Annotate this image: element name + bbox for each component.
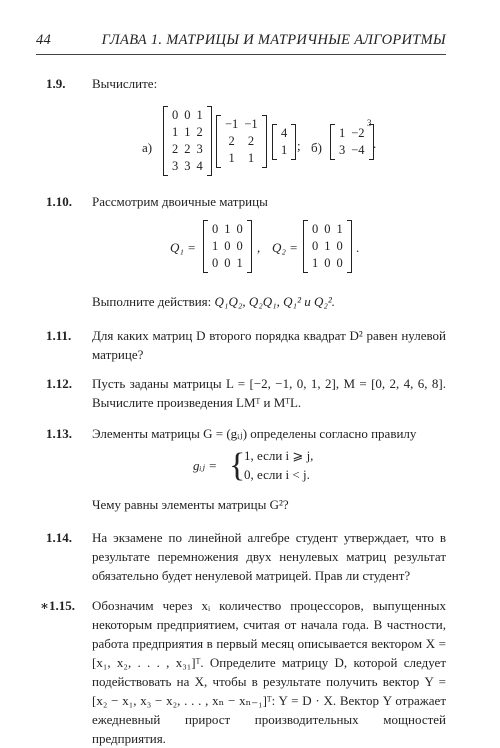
matrix-cell: 0	[312, 239, 319, 253]
exercise-1-9	[46, 74, 446, 94]
exercise-1-11	[46, 326, 446, 366]
matrix-cell: 1	[228, 151, 235, 165]
matrix-cell: 2	[196, 125, 203, 139]
question-text: Чему равны элементы матрицы G²?	[92, 497, 289, 512]
exercise-1-10-actions	[92, 292, 446, 312]
matrix-cell: 0	[324, 256, 331, 270]
matrix-cell: 0	[236, 239, 243, 253]
power-exponent: 3	[367, 118, 372, 128]
exercise-number: 1.14.	[46, 530, 72, 545]
exercise-text: Пусть заданы матрицы L = [−2, −1, 0, 1, 2], M = [0, 2, 4, 6, 8]. Вычислите произведения LMᵀ и MᵀL.	[92, 376, 446, 410]
matrix-cell: 2	[228, 134, 235, 148]
part-b-label: б)	[311, 140, 322, 155]
exercise-number: 1.13.	[46, 426, 72, 441]
page-number: 44	[36, 32, 52, 48]
exercise-1-14	[46, 528, 446, 588]
matrix-cell: 0	[224, 256, 231, 270]
matrix-cell: 0	[312, 222, 319, 236]
matrix-cell: 4	[196, 159, 203, 173]
exercise-number: ∗1.15.	[40, 598, 75, 613]
q1-label: Q₁ =	[170, 240, 196, 255]
matrix-cell: 3	[196, 142, 203, 156]
matrix-cell: −1	[225, 117, 239, 131]
period: .	[373, 136, 377, 151]
part-a-label: а)	[142, 140, 153, 155]
matrix-cell: 0	[212, 256, 219, 270]
matrix-cell: −2	[351, 126, 365, 140]
case-1: 1, если i ⩾ j,	[244, 448, 314, 463]
matrix-cell: 0	[184, 108, 191, 122]
matrix-cell: 1	[324, 239, 331, 253]
exercise-1-10	[46, 192, 446, 212]
actions-label: Выполните действия:	[92, 294, 212, 309]
matrix-cell: 1	[184, 125, 191, 139]
matrix-cell: 3	[184, 159, 191, 173]
matrix-cell: 3	[172, 159, 179, 173]
matrix-q2	[303, 220, 352, 273]
matrix-a1	[163, 106, 212, 176]
exercise-text: Рассмотрим двоичные матрицы	[92, 194, 268, 209]
matrix-a3	[272, 124, 296, 160]
matrix-cell: 0	[236, 222, 243, 236]
semicolon: ;	[297, 138, 301, 153]
matrix-cell: −4	[351, 143, 365, 157]
chapter-title: ГЛАВА 1. МАТРИЦЫ И МАТРИЧНЫЕ АЛГОРИТМЫ	[101, 32, 446, 48]
exercise-number: 1.10.	[46, 194, 72, 209]
matrix-cell: 1	[247, 151, 255, 165]
matrix-cell: 1	[312, 256, 319, 270]
matrix-cell: 1	[196, 108, 203, 122]
matrix-cell: 0	[224, 239, 231, 253]
exercise-1-15	[40, 596, 446, 746]
exercise-1-13	[46, 424, 446, 444]
exercise-text: Вычислите:	[92, 76, 158, 91]
exercise-1-13-question	[92, 495, 446, 515]
matrix-cell: 1	[224, 222, 231, 236]
actions-list: Q₁Q₂, Q₂Q₁, Q₁² и Q₂².	[214, 294, 336, 309]
matrix-cell: 0	[336, 256, 343, 270]
g-lhs: gᵢⱼ =	[193, 458, 218, 473]
matrix-cell: 4	[281, 126, 288, 140]
exercise-number: 1.12.	[46, 376, 72, 391]
exercise-text: Элементы матрицы G = (gᵢⱼ) определены согласно правилу	[92, 426, 417, 441]
comma: ,	[257, 240, 261, 255]
exercise-number: 1.11.	[46, 328, 72, 343]
matrix-cell: 0	[212, 222, 219, 236]
header-rule	[36, 54, 446, 55]
matrix-cell: 1	[336, 222, 343, 236]
matrix-cell: 2	[184, 142, 191, 156]
case-2: 0, если i < j.	[244, 467, 310, 482]
exercise-text: Обозначим через xᵢ количество процессоров, выпущенных некоторым предприятием, считая от начала года. В частности, работа предприятия в первый месяц описывается вектором X = [x₁, x₂, . . . , x₃₁]ᵀ. Определите матрицу D, которой следует подействовать на X, чтобы в результате получить вектор Y = [x₂ − x₁, x₃ − x₂, . . . , xₙ − xₙ₋₁]ᵀ: Y = D · X. Вектор Y отражает ежедневный прирост производительных мощностей предприятия.	[92, 598, 446, 746]
period: .	[356, 240, 360, 255]
exercise-text: Для каких матриц D второго порядка квадрат D² равен нулевой матрице?	[92, 328, 446, 362]
matrix-cell: 0	[324, 222, 331, 236]
matrix-cell: 1	[281, 143, 288, 157]
matrix-cell: 2	[172, 142, 179, 156]
exercise-text: На экзамене по линейной алгебре студент утверждает, что в результате перемножения двух ненулевых матриц результат обязательно будет ненулевой матрицей. Прав ли студент?	[92, 530, 446, 583]
matrix-cell: 2	[247, 134, 255, 148]
matrix-cell: 1	[172, 125, 179, 139]
matrix-q1	[203, 220, 252, 273]
exercise-number: 1.9.	[46, 76, 66, 91]
q2-label: Q₂ =	[272, 240, 298, 255]
matrix-cell: 0	[336, 239, 343, 253]
matrix-cell: 0	[172, 108, 179, 122]
matrix-a2	[216, 115, 267, 168]
matrix-cell: 3	[339, 143, 346, 157]
exercise-1-12	[46, 374, 446, 414]
matrix-cell: 1	[212, 239, 219, 253]
matrix-cell: 1	[236, 256, 243, 270]
matrix-cell: −1	[244, 117, 258, 131]
left-brace: {	[229, 447, 246, 484]
matrix-b	[330, 124, 377, 160]
matrix-cell: 1	[339, 126, 346, 140]
